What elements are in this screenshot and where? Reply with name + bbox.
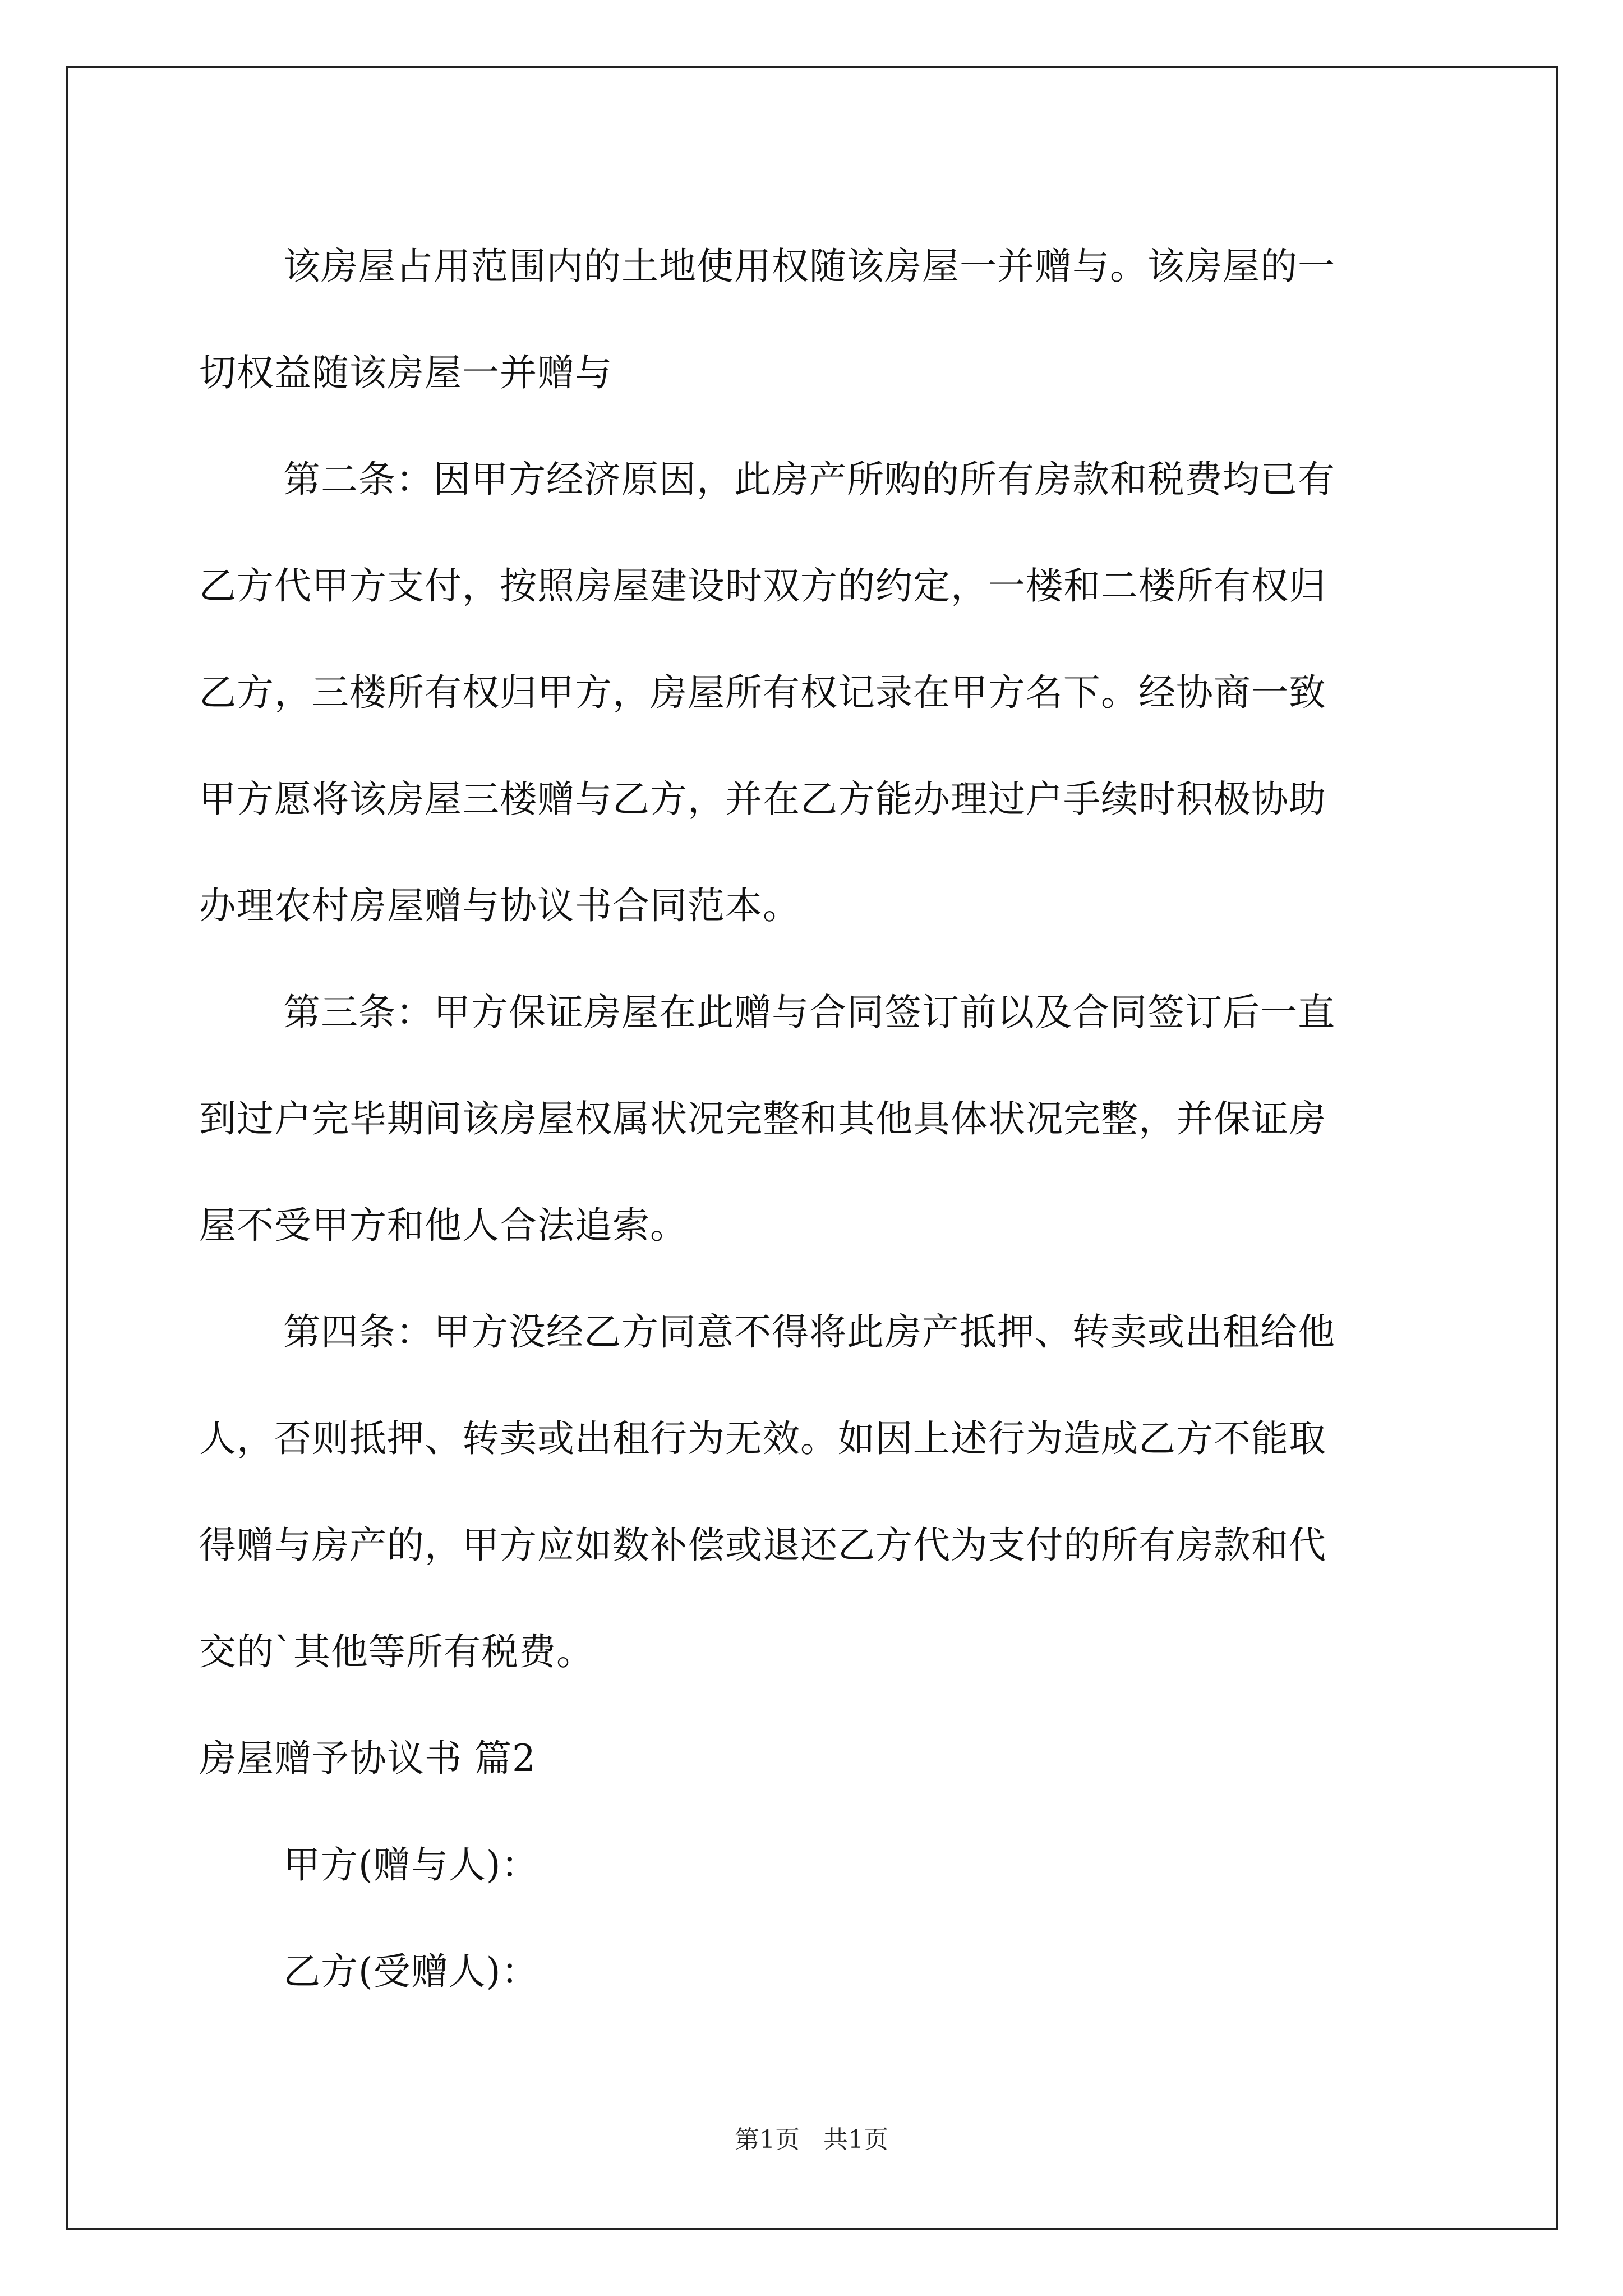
party-a-label: 甲方(赠与人)：: [283, 1843, 539, 1887]
section-heading: 房屋赠予协议书 篇2: [199, 1737, 536, 1780]
paragraph-line: 该房屋占用范围内的土地使用权随该房屋一并赠与。该房屋的一: [283, 245, 1335, 288]
paragraph-line: 切权益随该房屋一并赠与: [199, 351, 612, 394]
paragraph-line: 乙方代甲方支付，按照房屋建设时双方的约定，一楼和二楼所有权归: [199, 564, 1326, 608]
paragraph-line: 第二条：因甲方经济原因，此房产所购的所有房款和税费均已有: [283, 458, 1335, 501]
page-total: 共1页: [823, 2125, 888, 2154]
document-body: [199, 213, 1433, 2025]
paragraph-line: 第三条：甲方保证房屋在此赠与合同签订前以及合同签订后一直: [283, 991, 1335, 1034]
paragraph-line: 交的`其他等所有税费。: [199, 1630, 594, 1673]
paragraph-line: 人，否则抵押、转卖或出租行为无效。如因上述行为造成乙方不能取: [199, 1417, 1326, 1460]
paragraph-line: 乙方，三楼所有权归甲方，房屋所有权记录在甲方名下。经协商一致: [199, 671, 1326, 714]
paragraph-line: 第四条：甲方没经乙方同意不得将此房产抵押、转卖或出租给他: [283, 1310, 1335, 1354]
paragraph-line: 得赠与房产的，甲方应如数补偿或退还乙方代为支付的所有房款和代: [199, 1524, 1326, 1567]
party-b-label: 乙方(受赠人)：: [283, 1950, 539, 1993]
paragraph-line: 屋不受甲方和他人合法追索。: [199, 1204, 688, 1247]
paragraph-line: 到过户完毕期间该房屋权属状况完整和其他具体状况完整，并保证房: [199, 1097, 1326, 1140]
page-footer: [0, 2123, 1623, 2157]
paragraph-line: 甲方愿将该房屋三楼赠与乙方，并在乙方能办理过户手续时积极协助: [199, 777, 1326, 821]
paragraph-line: 办理农村房屋赠与协议书合同范本。: [199, 884, 800, 927]
page-number: 第1页: [735, 2125, 800, 2154]
